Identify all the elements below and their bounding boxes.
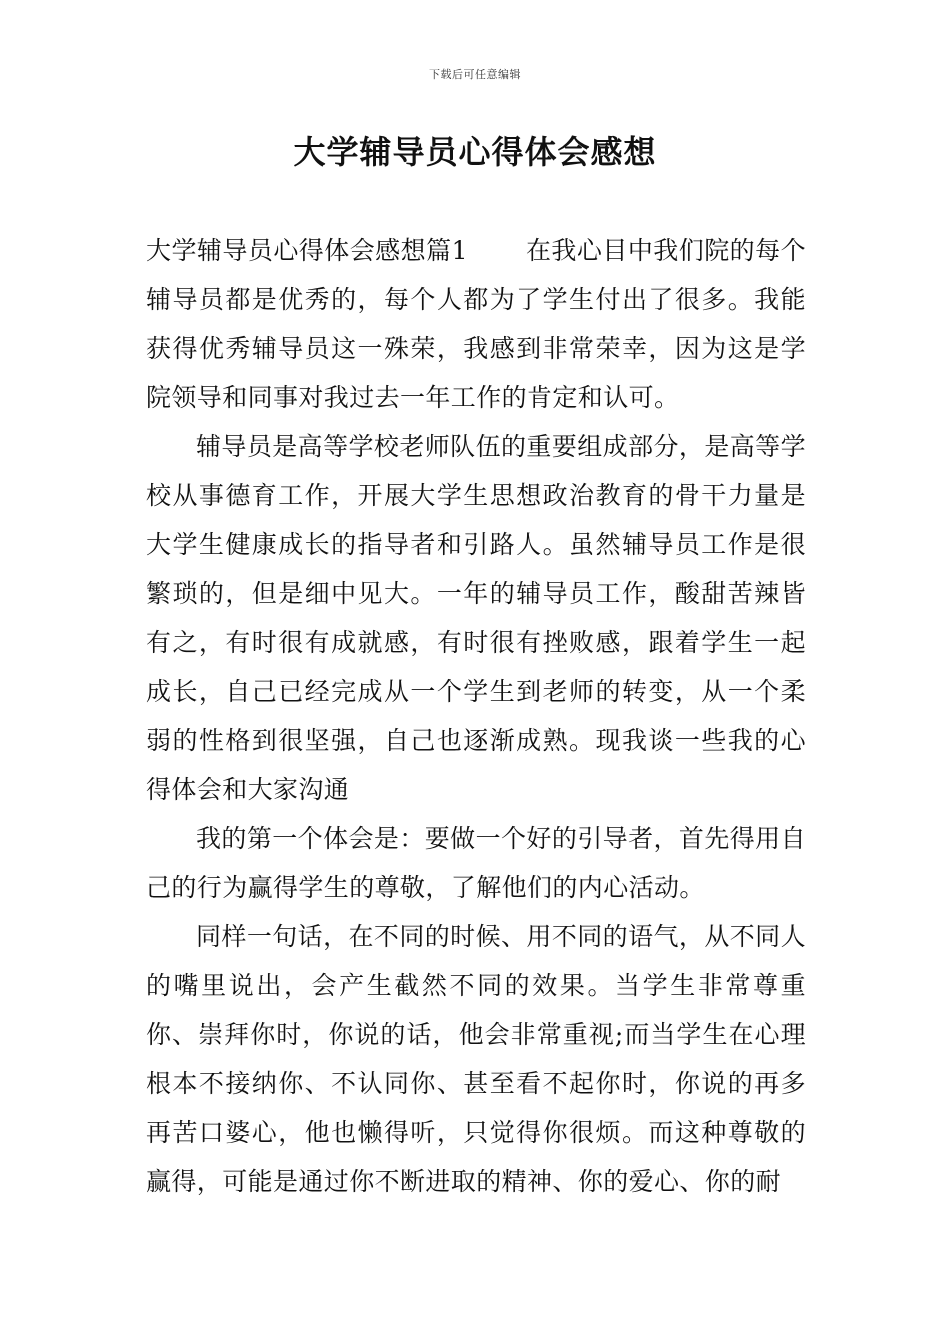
paragraph-2: 辅导员是高等学校老师队伍的重要组成部分，是高等学校从事德育工作，开展大学生思想政治教育的骨干力量是大学生健康成长的指导者和引路人。虽然辅导员工作是很繁琐的，但是细中见大。一年的辅导员工作，酸甜苦辣皆有之，有时很有成就感，有时很有挫败感，跟着学生一起成长，自己已经完成从一个学生到老师的转变，从一个柔弱的性格到很坚强，自己也逐渐成熟。现我谈一些我的心得体会和大家沟通 xyxy=(146,432,806,804)
document-body xyxy=(146,226,806,1206)
header-note: 下载后可任意编辑 xyxy=(429,68,521,81)
section-heading: 大学辅导员心得体会感想篇1 xyxy=(146,236,468,265)
document-title: 大学辅导员心得体会感想 xyxy=(293,133,657,171)
paragraph-1-text: 在我心目中我们院的每个辅导员都是优秀的，每个人都为了学生付出了很多。我能获得优秀辅导员这一殊荣，我感到非常荣幸，因为这是学院领导和同事对我过去一年工作的肯定和认可。 xyxy=(146,236,807,412)
paragraph-4: 同样一句话，在不同的时候、用不同的语气，从不同人的嘴里说出，会产生截然不同的效果。当学生非常尊重你、崇拜你时，你说的话，他会非常重视;而当学生在心理根本不接纳你、不认同你、甚至看不起你时，你说的再多再苦口婆心，他也懒得听，只觉得你很烦。而这种尊敬的赢得，可能是通过你不断进取的精神、你的爱心、你的耐 xyxy=(146,922,806,1196)
paragraph-3: 我的第一个体会是：要做一个好的引导者，首先得用自己的行为赢得学生的尊敬，了解他们的内心活动。 xyxy=(146,824,806,902)
paragraph-1 xyxy=(146,226,806,422)
